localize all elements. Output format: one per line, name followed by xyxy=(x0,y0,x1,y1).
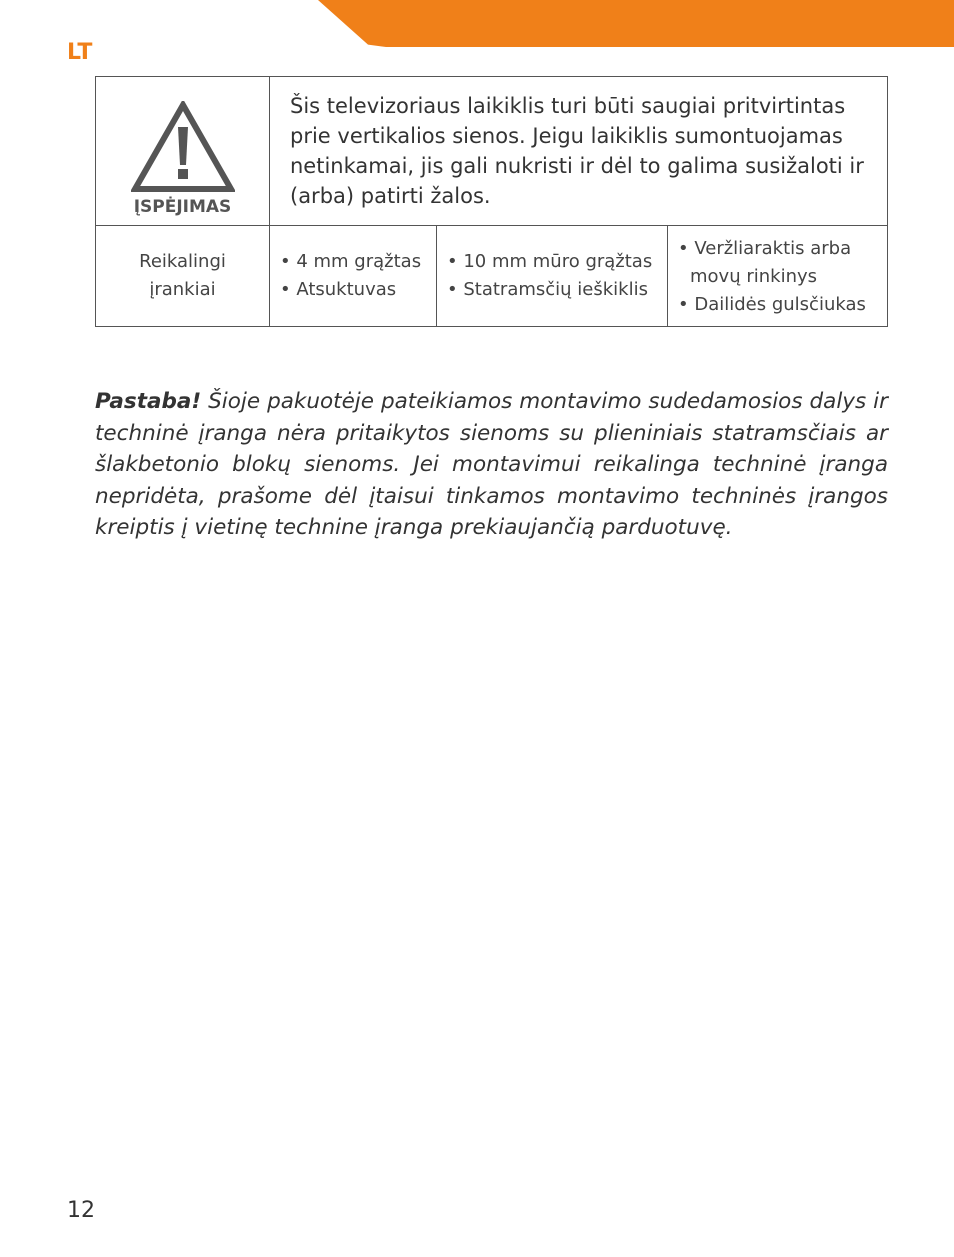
language-code: LT xyxy=(67,40,93,65)
list-item: • 4 mm grąžtas xyxy=(280,248,428,276)
list-item: • Statramsčių ieškiklis xyxy=(447,276,659,304)
tools-column-1 xyxy=(270,226,437,327)
warning-icon-cell xyxy=(96,77,270,226)
list-item: • Veržliaraktis arba movų rinkinys xyxy=(678,235,879,291)
tools-list-3 xyxy=(678,235,879,319)
note-lead: Pastaba! xyxy=(95,389,202,414)
note-text: Šioje pakuotėje pateikiamos montavimo sudedamosios dalys ir techninė įranga nėra pritaikytos sienoms su plieniniais statramsčiais ar šlakbetonio blokų sienoms. Jei montavimui reikalinga techninė įranga nepridėta, prašome dėl įtaisui tinkamos montavimo techninės įrangos kreiptis į vietinę technine įranga prekiaujančią parduotuvę. xyxy=(95,389,888,540)
list-item: • Dailidės gulsčiukas xyxy=(678,291,879,319)
page-number: 12 xyxy=(67,1198,95,1223)
tools-list-2 xyxy=(447,248,659,304)
list-item: • 10 mm mūro grąžtas xyxy=(447,248,659,276)
tools-list-1 xyxy=(280,248,428,304)
note-paragraph xyxy=(95,386,888,544)
warning-table xyxy=(95,76,888,327)
warning-triangle-icon xyxy=(131,101,235,193)
tools-column-2 xyxy=(437,226,668,327)
tools-column-3 xyxy=(668,226,888,327)
warning-row xyxy=(96,77,888,226)
header-accent-tab xyxy=(318,0,954,47)
tools-row xyxy=(96,226,888,327)
warning-text: Šis televizoriaus laikiklis turi būti saugiai pritvirtintas prie vertikalios sienos. Jeigu laikiklis sumontuojamas netinkamai, jis gali nukristi ir dėl to galima susižaloti ir (arba) patirti žalos. xyxy=(270,77,888,226)
tools-label xyxy=(96,226,270,327)
list-item: • Atsuktuvas xyxy=(280,276,428,304)
warning-label: ĮSPĖJIMAS xyxy=(133,197,232,217)
tools-label-text: Reikalingi įrankiai xyxy=(139,251,226,300)
